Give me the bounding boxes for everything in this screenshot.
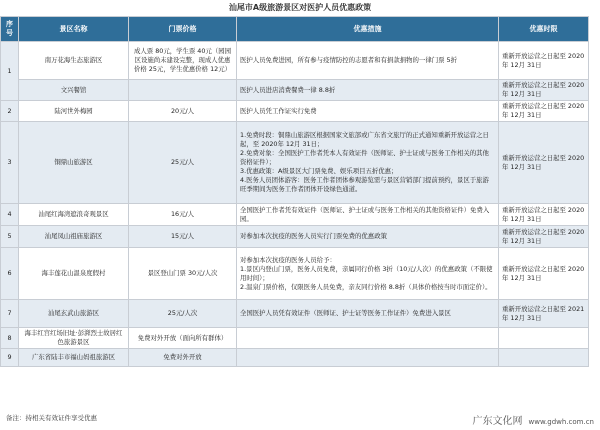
ticket-price: 20元/人 [129, 101, 237, 122]
discount-period: 重新开放运营之日起至 2020年 12月 31日 [499, 226, 589, 248]
watermark-url: www.gdwh.com.cn [528, 418, 594, 426]
row-number: 6 [1, 248, 19, 300]
discount-measure: 医护人员凭工作证实行免费 [237, 101, 499, 122]
scenic-name: 南万花海生态旅游区 [19, 42, 129, 80]
discount-measure: 全国医护人员凭有效证件（医师证、护士证等医务工作证件）免费进入景区 [237, 300, 499, 328]
watermark-site [473, 412, 595, 427]
row-number: 3 [1, 122, 19, 204]
discount-measure [237, 328, 499, 349]
row-number: 1 [1, 42, 19, 101]
discount-period: 重新开放运营之日起至 2020年 12月 31日 [499, 80, 589, 101]
header-measure: 优惠措施 [237, 17, 499, 42]
table-row [1, 122, 589, 204]
discount-measure: 对参加本次抗疫的医务人员给予： 1.景区内登山门票，医务人员免费，亲属同行价格 3折（10元/人次）的优惠政策（不限使用时间）； 2.温泉门票价格，仅限医务人员免费，亲友同行价格 8.8折（具体价格按当时市面定价）。 [237, 248, 499, 300]
table-row [1, 101, 589, 122]
discount-period [499, 349, 589, 367]
table-row [1, 300, 589, 328]
table-row [1, 248, 589, 300]
ticket-price [129, 80, 237, 101]
ticket-price: 免费对外开放（面向所有群体） [129, 328, 237, 349]
watermark-brand: 广东文化网 [472, 416, 523, 427]
discount-measure: 1.免费时段：铜鼎山旅游区根据国家文旅部或广东省文旅厅的正式通知重新开放运营之日起，至 2020年 12月 31日； 2.免费对象：全国医护工作者凭本人有效证件（医师证、护士证或与医务工作相关的其他资格证件）； 3.优惠政策：A级景区大门票免费、娱乐项目五折优惠； 4.医务人员团体游客：医务工作者团体参观游览需与景区营销部门提前预约，景区于旅游旺季期间为医务工作者团体开设绿色通道。 [237, 122, 499, 204]
discount-period: 重新开放运营之日起至 2020年 12月 31日 [499, 42, 589, 80]
scenic-name: 汕尾凤山祖庙旅游区 [19, 226, 129, 248]
discount-period: 重新开放运营之日起至 2020年 12月 31日 [499, 204, 589, 226]
footnote: 备注：持相关有效证件享受优惠 [6, 414, 97, 422]
row-number: 2 [1, 101, 19, 122]
discount-period: 重新开放运营之日起至 2020年 12月 31日 [499, 248, 589, 300]
scenic-name: 汕尾玄武山旅游区 [19, 300, 129, 328]
row-number: 8 [1, 328, 19, 349]
scenic-name: 广东省陆丰市福山妈祖旅游区 [19, 349, 129, 367]
discount-period: 重新开放运营之日起至 2020年 12月 31日 [499, 101, 589, 122]
discount-measure: 全国医护工作者凭有效证件（医师证、护士证或与医务工作相关的其他资格证件）免费入园。 [237, 204, 499, 226]
table-row [1, 42, 589, 80]
table-row [1, 349, 589, 367]
ticket-price: 15元/人 [129, 226, 237, 248]
scenic-name: 海丰莲花山温泉度假村 [19, 248, 129, 300]
scenic-name: 文兴餐馆 [19, 80, 129, 101]
discount-period [499, 328, 589, 349]
row-number: 4 [1, 204, 19, 226]
policy-table [0, 16, 589, 367]
header-period: 优惠时限 [499, 17, 589, 42]
discount-measure [237, 349, 499, 367]
table-row [1, 204, 589, 226]
ticket-price: 景区登山门票 30元/人次 [129, 248, 237, 300]
row-number: 7 [1, 300, 19, 328]
discount-measure: 对参加本次抗疫的医务人员实行门票免费的优惠政策 [237, 226, 499, 248]
header-price: 门票价格 [129, 17, 237, 42]
scenic-name: 陆河世外梅园 [19, 101, 129, 122]
ticket-price: 16元/人 [129, 204, 237, 226]
discount-measure: 医护人员进店消费餐费一律 8.8折 [237, 80, 499, 101]
scenic-name: 汕尾红海湾遮浪奇观景区 [19, 204, 129, 226]
header-name: 景区名称 [19, 17, 129, 42]
table-row [1, 226, 589, 248]
page-title: 汕尾市A级旅游景区对医护人员优惠政策 [228, 3, 372, 12]
ticket-price: 25元/人次 [129, 300, 237, 328]
table-row [1, 328, 589, 349]
scenic-name: 铜鼎山旅游区 [19, 122, 129, 204]
discount-period: 重新开放运营之日起至 2021年 12月 31日 [499, 300, 589, 328]
row-number: 5 [1, 226, 19, 248]
header-no: 序号 [1, 17, 19, 42]
table-row [1, 80, 589, 101]
discount-period: 重新开放运营之日起至 2020年 12月 31日 [499, 122, 589, 204]
table-header-row [1, 17, 589, 42]
ticket-price: 25元/人 [129, 122, 237, 204]
scenic-name: 海丰红宫红场旧址·彭湃烈士故居红色旅游景区 [19, 328, 129, 349]
row-number: 9 [1, 349, 19, 367]
discount-measure: 医护人员免费进园，所有参与疫情防控的志愿者和有捐款捐物的一律门票 5折 [237, 42, 499, 80]
ticket-price: 成人票 80元，学生票 40元（园园区设施尚未建设完整，现成人优惠价格 25元，学生优惠价格 12元） [129, 42, 237, 80]
ticket-price: 免费对外开放 [129, 349, 237, 367]
